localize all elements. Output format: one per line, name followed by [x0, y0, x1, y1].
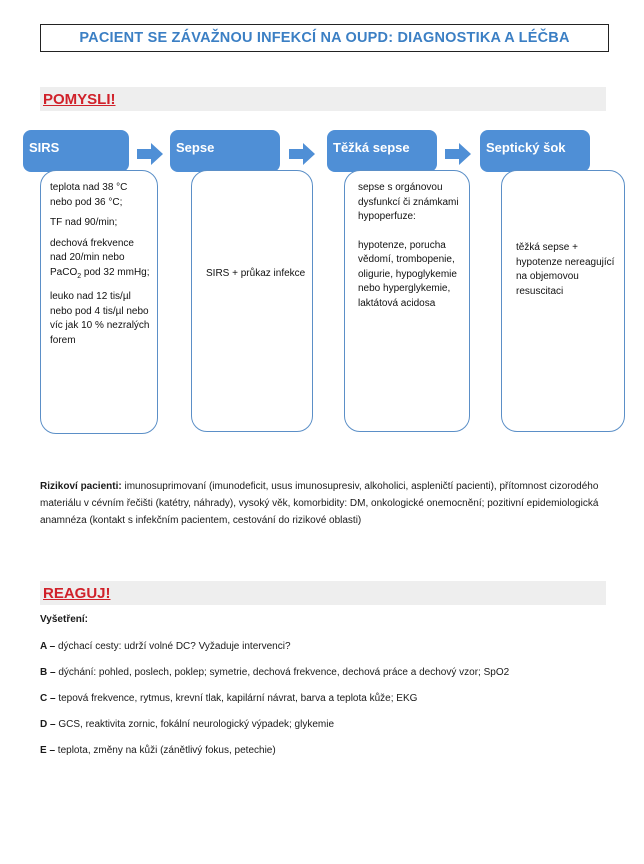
step-label: SIRS: [29, 140, 60, 155]
step-head-sirs: [23, 130, 129, 172]
exam-text: teplota, změny na kůži (zánětlivý fokus, petechie): [55, 745, 276, 756]
step-head-tezka-sepse: [327, 130, 437, 172]
section-pomysli: [40, 87, 606, 111]
exam-item-a: [40, 641, 291, 652]
right-arrow-icon: [445, 143, 471, 165]
exam-text: dýchání: pohled, poslech, poklep; symetrie, dechová frekvence, dechová práce a dechový vzor; SpO2: [55, 667, 510, 678]
exam-item-d: [40, 719, 334, 730]
step-card-sepse: [191, 170, 313, 432]
step-card-sirs: [40, 170, 158, 434]
section-pomysli-label: POMYSLI!: [43, 90, 116, 108]
exam-text: dýchací cesty: udrží volné DC? Vyžaduje intervenci?: [55, 641, 291, 652]
step-label: Sepse: [176, 140, 215, 155]
step-card-septicky-sok: [501, 170, 625, 432]
sepse-definition: SIRS + průkaz infekce: [206, 268, 306, 279]
right-arrow-icon: [289, 143, 315, 165]
septicky-sok-definition: těžká sepse + hypotenze nereagující na objemovou resuscitaci: [516, 242, 615, 297]
exam-text: GCS, reaktivita zornic, fokální neurologický výpadek; glykemie: [55, 719, 335, 730]
step-label: Septický šok: [486, 140, 566, 155]
risk-label: Rizikoví pacienti:: [40, 481, 122, 492]
right-arrow-icon: [137, 143, 163, 165]
tezka-sepse-definition: sepse s orgánovou dysfunkcí či známkami hypoperfuze:: [358, 182, 459, 222]
exam-key: A –: [40, 641, 56, 652]
section-reaguj-label: REAGUJ!: [43, 584, 111, 602]
section-reaguj: [40, 581, 606, 605]
risk-patients-paragraph: [40, 478, 610, 529]
exam-item-b: [40, 667, 509, 678]
exam-item-e: [40, 745, 276, 756]
exam-title: Vyšetření:: [40, 614, 88, 625]
tezka-sepse-signs: hypotenze, porucha vědomí, trombopenie, oligurie, hypoglykemie nebo hyperglykemie, laktátová acidosa: [358, 239, 457, 309]
page-title: PACIENT SE ZÁVAŽNOU INFEKCÍ NA OUPD: DIAGNOSTIKA A LÉČBA: [40, 24, 609, 52]
step-head-septicky-sok: [480, 130, 590, 172]
exam-key: B –: [40, 667, 56, 678]
exam-key: C –: [40, 693, 56, 704]
sirs-criterion-temp: teplota nad 38 °C nebo pod 36 °C;: [50, 182, 128, 208]
exam-text: tepová frekvence, rytmus, krevní tlak, kapilární návrat, barva a teplota kůže; EKG: [55, 693, 418, 704]
exam-key: E –: [40, 745, 56, 756]
sirs-criterion-hr: TF nad 90/min;: [50, 217, 118, 228]
exam-key: D –: [40, 719, 56, 730]
step-card-tezka-sepse: [344, 170, 470, 432]
sirs-criterion-rr: dechová frekvence nad 20/min nebo PaCO$_2$ pod 32 mmHg;: [50, 237, 150, 280]
exam-item-c: [40, 693, 417, 704]
step-head-sepse: [170, 130, 280, 172]
step-label: Těžká sepse: [333, 140, 410, 155]
sirs-criterion-wbc: leuko nad 12 tis/µl nebo pod 4 tis/µl nebo víc jak 10 % nezralých forem: [50, 291, 150, 346]
risk-text: imunosuprimovaní (imunodeficit, usus imunosupresiv, alkoholici, aspleničtí pacienti), přítomnost cizorodého materiálu v cévním řečišti (katétry, náhrady), vysoký věk, komorbidity: DM, onkologické onemocnění; pozitivní epidemiologická anamnéza (kontakt s infekčním pacientem, cestování do rizikové oblasti): [40, 481, 599, 526]
